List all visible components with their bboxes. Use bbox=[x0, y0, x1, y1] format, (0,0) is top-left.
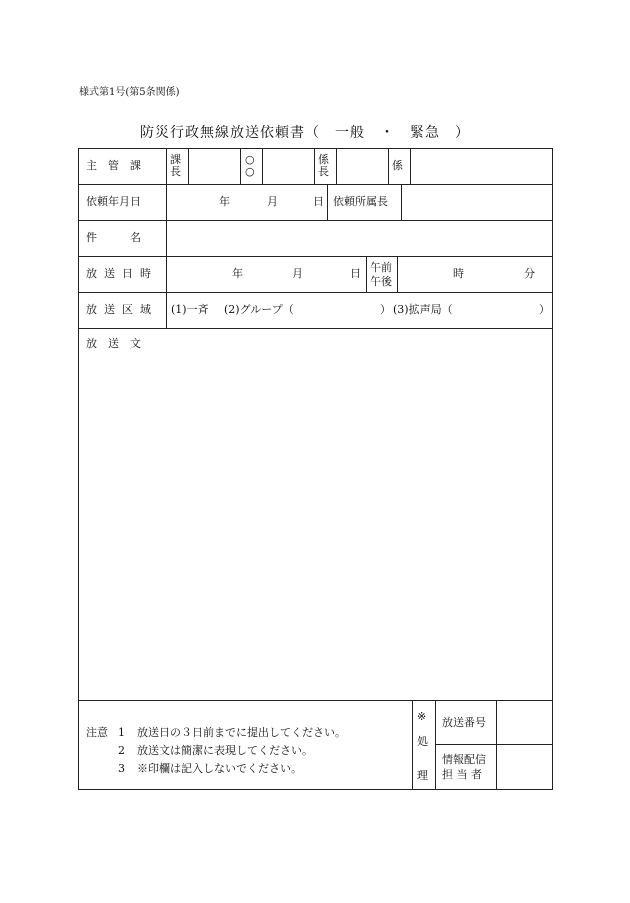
cell-divider bbox=[262, 148, 263, 184]
table-border-top bbox=[78, 148, 553, 149]
section-chief-label-bottom: 長 bbox=[170, 165, 181, 178]
speaker-close-paren: ） bbox=[539, 303, 550, 316]
processing-divider bbox=[435, 744, 553, 745]
cell-divider bbox=[388, 148, 389, 184]
staff-chief-label-bottom: 長 bbox=[318, 165, 329, 178]
request-year-unit: 年 bbox=[219, 195, 230, 208]
broadcast-number-field[interactable] bbox=[498, 702, 551, 743]
am-option[interactable]: 午前 bbox=[370, 261, 392, 274]
area-option-all[interactable]: (1)一斉 bbox=[171, 303, 209, 316]
table-border-left bbox=[78, 148, 79, 790]
cell-divider bbox=[496, 700, 497, 790]
note-item-number: 3 bbox=[118, 762, 125, 775]
broadcast-number-label: 放送番号 bbox=[442, 716, 486, 729]
request-date-field[interactable] bbox=[168, 186, 326, 219]
area-option-speaker[interactable]: (3)拡声局（ bbox=[393, 303, 453, 316]
row-divider bbox=[78, 292, 553, 293]
section-chief-label-top: 課 bbox=[170, 153, 181, 166]
note-item-text: 放送日の３日前までに提出してください。 bbox=[137, 726, 346, 739]
cell-divider bbox=[366, 256, 367, 292]
cell-divider bbox=[397, 256, 398, 292]
request-date-label: 依頼年月日 bbox=[86, 195, 141, 208]
note-item-text: 放送文は簡潔に表現してください。 bbox=[137, 744, 313, 757]
requester-label: 依頼所属長 bbox=[333, 195, 388, 208]
staff-chief-label-top: 係 bbox=[318, 153, 329, 166]
cell-divider bbox=[327, 184, 328, 220]
cell-divider bbox=[188, 148, 189, 184]
subject-field[interactable] bbox=[168, 222, 551, 255]
broadcast-year-unit: 年 bbox=[232, 267, 243, 280]
info-distribution-staff-field[interactable] bbox=[498, 746, 551, 788]
document-title: 防災行政無線放送依頼書（ 一般 ・ 緊急 ） bbox=[140, 125, 470, 141]
processing-char-1: 処 bbox=[417, 735, 428, 748]
staff-seal-field[interactable] bbox=[412, 150, 551, 183]
minute-unit: 分 bbox=[524, 267, 535, 280]
hour-unit: 時 bbox=[453, 267, 464, 280]
info-distribution-label-2: 担 当 者 bbox=[442, 768, 482, 781]
staff-label: 係 bbox=[392, 159, 403, 172]
cell-divider bbox=[412, 700, 413, 790]
circle-seal-field[interactable] bbox=[264, 150, 313, 183]
note-item-text: ※印欄は記入しないでください。 bbox=[137, 762, 302, 775]
row-divider bbox=[78, 220, 553, 221]
processing-char-2: 理 bbox=[417, 769, 428, 782]
row-divider bbox=[78, 184, 553, 185]
broadcast-area-label: 放送区域 bbox=[86, 303, 158, 316]
broadcast-date-field[interactable] bbox=[168, 258, 365, 291]
note-item-number: 1 bbox=[118, 726, 125, 739]
circle-mark-top: ○ bbox=[245, 153, 255, 166]
cell-divider bbox=[336, 148, 337, 184]
table-border-bottom bbox=[78, 789, 553, 790]
broadcast-text-label: 放 送 文 bbox=[86, 337, 141, 350]
row-divider bbox=[78, 700, 553, 701]
request-month-unit: 月 bbox=[267, 195, 278, 208]
circle-mark-bottom: ○ bbox=[245, 165, 255, 178]
cell-divider bbox=[435, 700, 436, 790]
row-divider bbox=[78, 328, 553, 329]
broadcast-month-unit: 月 bbox=[292, 267, 303, 280]
broadcast-datetime-label: 放送日時 bbox=[86, 267, 158, 280]
cell-divider bbox=[314, 148, 315, 184]
form-number: 様式第1号(第5条関係) bbox=[79, 87, 180, 98]
notes-heading: 注意 bbox=[86, 726, 108, 739]
note-item-number: 2 bbox=[118, 744, 125, 757]
group-name-field[interactable] bbox=[296, 298, 378, 322]
section-chief-seal-field[interactable] bbox=[190, 150, 239, 183]
requester-field[interactable] bbox=[403, 186, 551, 219]
processing-mark: ※ bbox=[417, 710, 427, 723]
cell-divider bbox=[401, 184, 402, 220]
broadcast-time-field[interactable] bbox=[399, 258, 551, 291]
group-close-paren: ） bbox=[380, 303, 391, 316]
staff-chief-seal-field[interactable] bbox=[338, 150, 387, 183]
row-divider bbox=[78, 256, 553, 257]
info-distribution-label-1: 情報配信 bbox=[442, 753, 486, 766]
broadcast-day-unit: 日 bbox=[350, 267, 361, 280]
cell-divider bbox=[410, 148, 411, 184]
request-day-unit: 日 bbox=[313, 195, 324, 208]
cell-divider bbox=[240, 148, 241, 184]
subject-label: 件 名 bbox=[86, 231, 141, 244]
area-option-group[interactable]: (2)グループ（ bbox=[224, 303, 294, 316]
pm-option[interactable]: 午後 bbox=[370, 275, 392, 288]
broadcast-text-area[interactable] bbox=[80, 354, 551, 698]
speaker-name-field[interactable] bbox=[460, 298, 538, 322]
label-column-divider bbox=[166, 148, 167, 328]
department-label: 主 管 課 bbox=[86, 159, 141, 172]
table-border-right bbox=[552, 148, 553, 790]
